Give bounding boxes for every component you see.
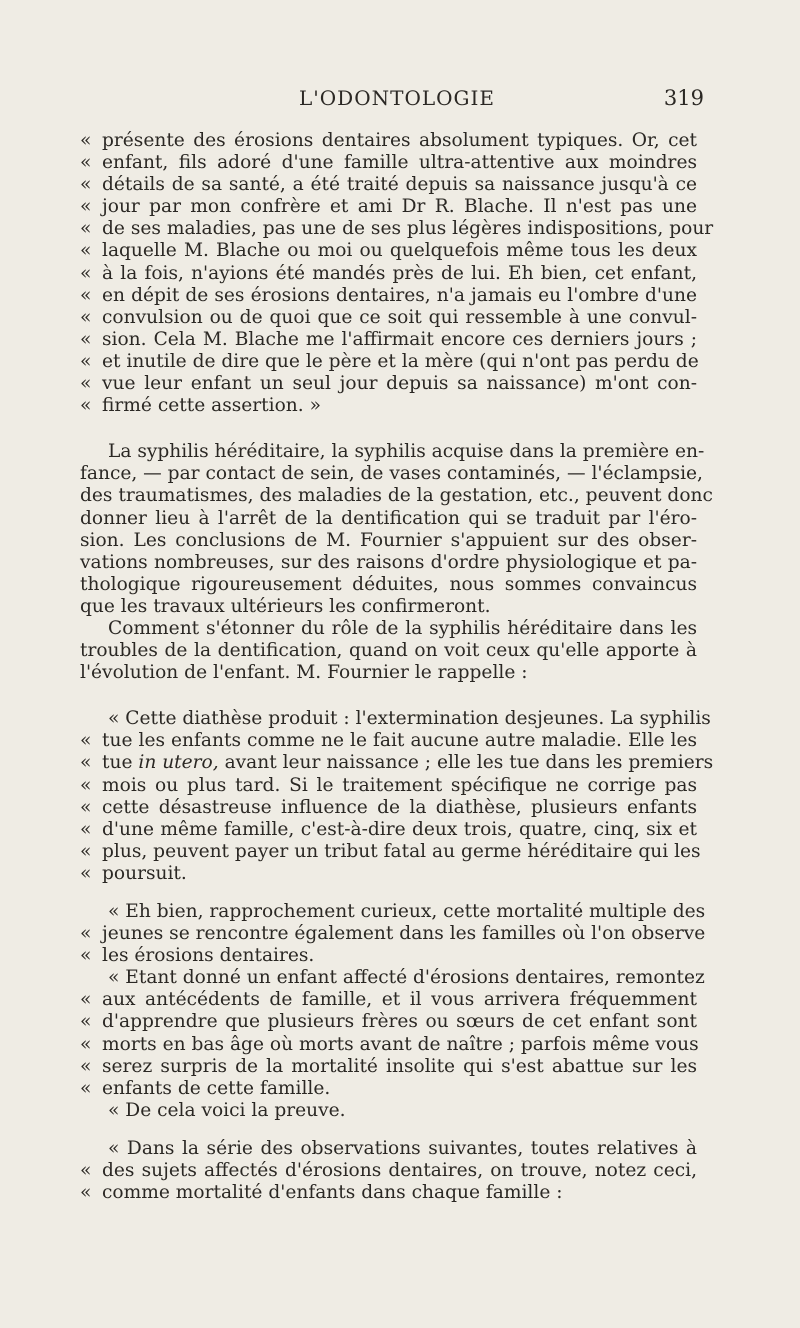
quote-mark: « xyxy=(80,730,92,752)
text-line: « De cela voici la preuve. xyxy=(108,1099,346,1121)
text-line: fance, — par contact de sein, de vases contaminés, — l'éclampsie, xyxy=(80,463,703,485)
text-line: « tue in utero, avant leur naissance ; elle les tue dans les premiers xyxy=(80,752,714,774)
quote-mark: « xyxy=(80,130,92,151)
text-line: « vue leur enfant un seul jour depuis sa naissance) m'ont con- xyxy=(80,373,697,395)
text-line: « poursuit. xyxy=(80,862,187,884)
quote-mark: « xyxy=(80,196,92,218)
text-line: « Eh bien, rapprochement curieux, cette mortalité multiple des xyxy=(108,901,706,922)
text-line: « tue les enfants comme ne le fait aucune autre maladie. Elle les xyxy=(80,730,697,752)
text-line: « jeunes se rencontre également dans les familles où l'on observe xyxy=(80,923,706,945)
running-title: L'ODONTOLOGIE xyxy=(299,86,495,110)
quote-mark: « xyxy=(80,1160,92,1182)
paragraph-gap xyxy=(80,684,697,708)
text-line: donner lieu à l'arrêt de la dentification qui se traduit par l'éro- xyxy=(80,507,697,529)
text-line: « et inutile de dire que le père et la mère (qui n'ont pas perdu de xyxy=(80,350,699,372)
quote-mark: « xyxy=(80,796,92,818)
text-line: « détails de sa santé, a été traité depuis sa naissance jusqu'à ce xyxy=(80,174,697,196)
text-line: Comment s'étonner du rôle de la syphilis héréditaire dans les xyxy=(108,617,697,639)
quote-mark: « xyxy=(80,373,92,395)
text-line: « mois ou plus tard. Si le traitement spécifique ne corrige pas xyxy=(80,774,697,796)
quote-mark: « xyxy=(80,306,92,328)
text-line: « Etant donné un enfant affecté d'érosions dentaires, remontez xyxy=(108,967,705,989)
text-line: « enfants de cette famille. xyxy=(80,1077,331,1099)
quote-mark: « xyxy=(80,1033,92,1055)
text-line: « des sujets affectés d'érosions dentaires, on trouve, notez ceci, xyxy=(80,1160,697,1182)
quote-mark: « xyxy=(80,1182,92,1204)
text-line: l'évolution de l'enfant. M. Fournier le rappelle : xyxy=(80,662,528,684)
quote-mark: « xyxy=(80,752,92,774)
quote-mark: « xyxy=(80,1077,92,1099)
text-line: « cette désastreuse influence de la diathèse, plusieurs enfants xyxy=(80,796,697,818)
quote-mark: « xyxy=(80,284,92,306)
quote-mark: « xyxy=(80,840,92,862)
text-line: sion. Les conclusions de M. Fournier s'appuient sur des obser- xyxy=(80,529,697,551)
quotation-block-5 xyxy=(80,1100,697,1122)
text-line: « d'une même famille, c'est-à-dire deux trois, quatre, cinq, six et xyxy=(80,818,697,840)
paragraph-1 xyxy=(80,441,713,618)
quote-mark: « xyxy=(80,774,92,796)
paragraph-gap xyxy=(80,417,697,441)
quote-mark: « xyxy=(80,350,92,372)
text-line: « à la fois, n'ayions été mandés près de lui. Eh bien, cet enfant, xyxy=(80,262,697,284)
text-line: « sion. Cela M. Blache me l'affirmait encore ces derniers jours ; xyxy=(80,328,697,350)
page-number: 319 xyxy=(663,86,704,110)
quote-mark: « xyxy=(80,1011,92,1033)
text-line: « morts en bas âge où morts avant de naître ; parfois même vous xyxy=(80,1033,699,1055)
text-line: « présente des érosions dentaires absolument typiques. Or, cet xyxy=(80,130,697,151)
quote-mark: « xyxy=(80,262,92,284)
text-line: « jour par mon confrère et ami Dr R. Blache. Il n'est pas une xyxy=(80,196,697,218)
quote-mark: « xyxy=(80,1055,92,1077)
text-line: troubles de la dentification, quand on voit ceux qu'elle apporte à xyxy=(80,640,697,662)
quote-mark: « xyxy=(80,945,92,967)
quote-mark: « xyxy=(80,174,92,196)
quote-mark: « xyxy=(80,152,92,174)
text-line: « Dans la série des observations suivantes, toutes relatives à xyxy=(108,1137,697,1159)
text-line: « laquelle M. Blache ou moi ou quelquefois même tous les deux xyxy=(80,240,697,262)
text-line: « comme mortalité d'enfants dans chaque famille : xyxy=(80,1182,563,1204)
text-line: « les érosions dentaires. xyxy=(80,945,315,967)
text-line: que les travaux ultérieurs les confirmeront. xyxy=(80,595,491,617)
paragraph-2 xyxy=(80,618,697,684)
quote-mark: « xyxy=(80,240,92,262)
paragraph-gap xyxy=(80,1122,697,1138)
quotation-block-2 xyxy=(80,708,714,885)
quotation-block-6 xyxy=(80,1138,697,1204)
text-line: « convulsion ou de quoi que ce soit qui ressemble à une convul- xyxy=(80,306,697,328)
quote-mark: « xyxy=(80,989,92,1011)
quotation-block-4 xyxy=(80,967,705,1100)
italic-phrase: in utero, xyxy=(138,752,219,774)
quote-mark: « xyxy=(80,862,92,884)
text-line: des traumatismes, des maladies de la gestation, etc., peuvent donc xyxy=(80,485,713,507)
quotation-block-1 xyxy=(80,130,714,417)
text-line: « aux antécédents de famille, et il vous arrivera fréquemment xyxy=(80,989,697,1011)
paragraph-gap xyxy=(80,885,697,901)
page-body xyxy=(80,130,714,1204)
page-header xyxy=(90,86,704,114)
text-line: « serez surpris de la mortalité insolite qui s'est abattue sur les xyxy=(80,1055,697,1077)
quote-mark: « xyxy=(80,218,92,240)
quote-mark: « xyxy=(80,923,92,945)
text-line: thologique rigoureusement déduites, nous sommes convaincus xyxy=(80,573,697,595)
text-line: « enfant, fils adoré d'une famille ultra-attentive aux moindres xyxy=(80,152,697,174)
text-line: « en dépit de ses érosions dentaires, n'a jamais eu l'ombre d'une xyxy=(80,284,697,306)
quote-mark: « xyxy=(80,818,92,840)
text-line: La syphilis héréditaire, la syphilis acquise dans la première en- xyxy=(108,441,705,463)
quotation-block-3 xyxy=(80,901,706,967)
quote-mark: « xyxy=(80,395,92,417)
quote-mark: « xyxy=(80,328,92,350)
text-line: « plus, peuvent payer un tribut fatal au germe héréditaire qui les xyxy=(80,840,701,862)
text-line: vations nombreuses, sur des raisons d'ordre physiologique et pa- xyxy=(80,551,697,573)
text-line: « Cette diathèse produit : l'extermination desjeunes. La syphilis xyxy=(108,708,711,730)
text-line: « de ses maladies, pas une de ses plus légères indispositions, pour xyxy=(80,218,714,240)
text-line: « firmé cette assertion. » xyxy=(80,395,321,417)
text-line: « d'apprendre que plusieurs frères ou sœurs de cet enfant sont xyxy=(80,1011,697,1033)
